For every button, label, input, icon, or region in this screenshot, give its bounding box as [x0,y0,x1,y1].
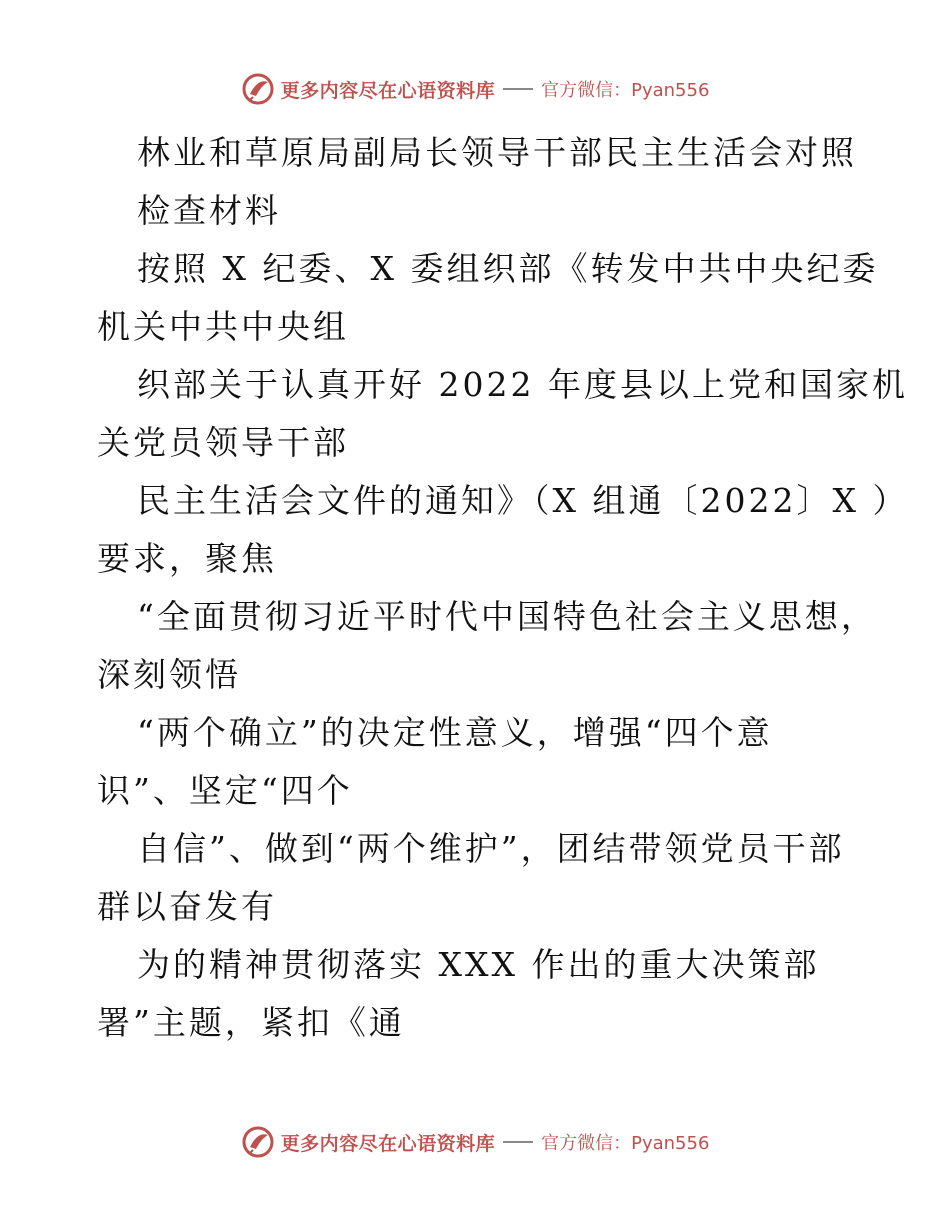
document-line: 织部关于认真开好 2022 年度县以上党和国家机 [137,365,908,404]
document-line: “两个确立”的决定性意义，增强“四个意 [137,713,773,752]
document-body [97,124,909,1052]
document-line: 关党员领导干部 [97,423,349,462]
document-line: 要求，聚焦 [97,539,277,578]
document-line: 为的精神贯彻落实 XXX 作出的重大决策部 [137,945,820,984]
watermark-divider [503,1141,533,1143]
watermark-divider [503,88,533,90]
document-line: 林业和草原局副局长领导干部民主生活会对照 [137,133,857,172]
document-line: 检查材料 [137,191,281,230]
document-line: 自信”、做到“两个维护”，团结带领党员干部 [137,829,845,868]
document-line: 署”主题，紧扣《通 [97,1003,405,1042]
document-line: 深刻领悟 [97,655,241,694]
document-line: 识”、坚定“四个 [97,771,353,810]
watermark-site-text: 更多内容尽在心语资料库 [280,79,496,102]
header-watermark [0,72,950,106]
document-line: “全面贯彻习近平时代中国特色社会主义思想， [137,597,877,636]
document-line: 按照 X 纪委、X 委组织部《转发中共中央纪委 [137,249,879,288]
watermark-official-text: 官方微信：Pyan556 [541,80,710,101]
footer-watermark [0,1125,950,1159]
watermark-site-text: 更多内容尽在心语资料库 [280,1132,496,1155]
watermark-official-text: 官方微信：Pyan556 [541,1133,710,1154]
brand-logo-icon [241,72,275,106]
document-line: 群以奋发有 [97,887,277,926]
document-line: 民主生活会文件的通知》（X 组通〔2022〕X ） [137,481,909,520]
document-line: 机关中共中央组 [97,307,349,346]
brand-logo-icon [241,1125,275,1159]
